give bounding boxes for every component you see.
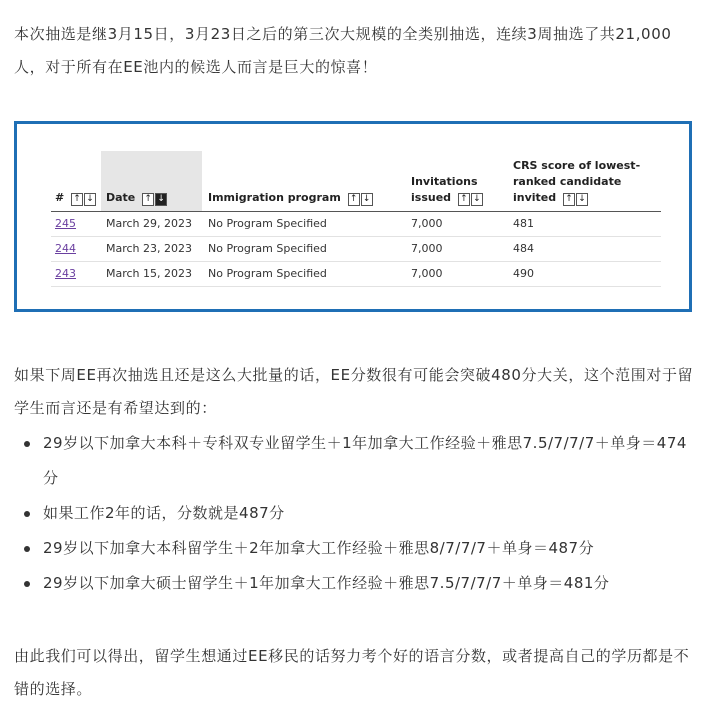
list-item: 如果工作2年的话，分数就是487分 [14, 496, 696, 531]
header-invitations: Invitations issued ↑ ↓ [411, 174, 484, 207]
draw-program: No Program Specified [208, 267, 327, 280]
draw-crs-score: 484 [513, 242, 534, 255]
analysis-paragraph: 如果下周EE再次抽选且还是这么大批量的话，EE分数很有可能会突破480分大关，这个范围对于留学生而言还是有希望达到的： [14, 366, 694, 417]
draw-program: No Program Specified [208, 217, 327, 230]
sort-up-icon[interactable]: ↑ [348, 193, 360, 206]
sort-down-icon[interactable]: ↓ [576, 193, 588, 206]
sort-up-icon[interactable]: ↑ [71, 193, 83, 206]
draw-invitations: 7,000 [411, 267, 443, 280]
intro-paragraph: 本次抽选是继3月15日，3月23日之后的第三次大规模的全类别抽选，连续3周抽选了共21,000人，对于所有在EE池内的候选人而言是巨大的惊喜！ [14, 25, 672, 76]
sort-down-icon[interactable]: ↓ [84, 193, 96, 206]
sort-up-icon[interactable]: ↑ [142, 193, 154, 206]
bullet-icon [24, 441, 30, 447]
draw-number-link[interactable]: 244 [55, 242, 76, 255]
draw-date: March 29, 2023 [106, 217, 193, 230]
draw-results-table-frame [14, 121, 692, 312]
draw-number-link[interactable]: 243 [55, 267, 76, 280]
sort-down-icon[interactable]: ↓ [361, 193, 373, 206]
header-crs: CRS score of lowest- ranked candidate invited ↑ ↓ [513, 158, 640, 207]
table-row [51, 237, 661, 262]
bullet-icon [24, 546, 30, 552]
score-examples-list [14, 426, 696, 601]
sort-controls-date [142, 191, 168, 207]
table-header [51, 151, 661, 212]
list-item: 29岁以下加拿大本科留学生＋2年加拿大工作经验＋雅思8/7/7/7＋单身＝487分 [14, 531, 696, 566]
sort-controls-crs [563, 191, 589, 207]
sort-down-icon[interactable]: ↓ [471, 193, 483, 206]
draw-invitations: 7,000 [411, 242, 443, 255]
table-row [51, 262, 661, 287]
bullet-icon [24, 581, 30, 587]
sort-controls-invitations [458, 191, 484, 207]
header-date: Date ↑ ↓ [106, 190, 168, 207]
conclusion-paragraph: 由此我们可以得出，留学生想通过EE移民的话努力考个好的语言分数，或者提高自己的学历都是不错的选择。 [14, 647, 690, 698]
sort-controls-num [71, 191, 97, 207]
draw-crs-score: 490 [513, 267, 534, 280]
list-item: 29岁以下加拿大硕士留学生＋1年加拿大工作经验＋雅思7.5/7/7/7＋单身＝481分 [14, 566, 696, 601]
sort-controls-program [348, 191, 374, 207]
draw-invitations: 7,000 [411, 217, 443, 230]
draw-date: March 15, 2023 [106, 267, 193, 280]
sort-up-icon[interactable]: ↑ [458, 193, 470, 206]
draw-number-link[interactable]: 245 [55, 217, 76, 230]
header-program: Immigration program ↑ ↓ [208, 190, 374, 207]
list-item: 29岁以下加拿大本科＋专科双专业留学生＋1年加拿大工作经验＋雅思7.5/7/7/7＋单身＝474分 [14, 426, 696, 496]
draw-date: March 23, 2023 [106, 242, 193, 255]
draw-program: No Program Specified [208, 242, 327, 255]
draw-crs-score: 481 [513, 217, 534, 230]
table-row [51, 212, 661, 237]
draw-results-table [51, 151, 661, 287]
sort-down-active-icon[interactable]: ↓ [155, 193, 167, 206]
bullet-icon [24, 511, 30, 517]
header-num: # ↑ ↓ [55, 190, 97, 207]
sort-up-icon[interactable]: ↑ [563, 193, 575, 206]
